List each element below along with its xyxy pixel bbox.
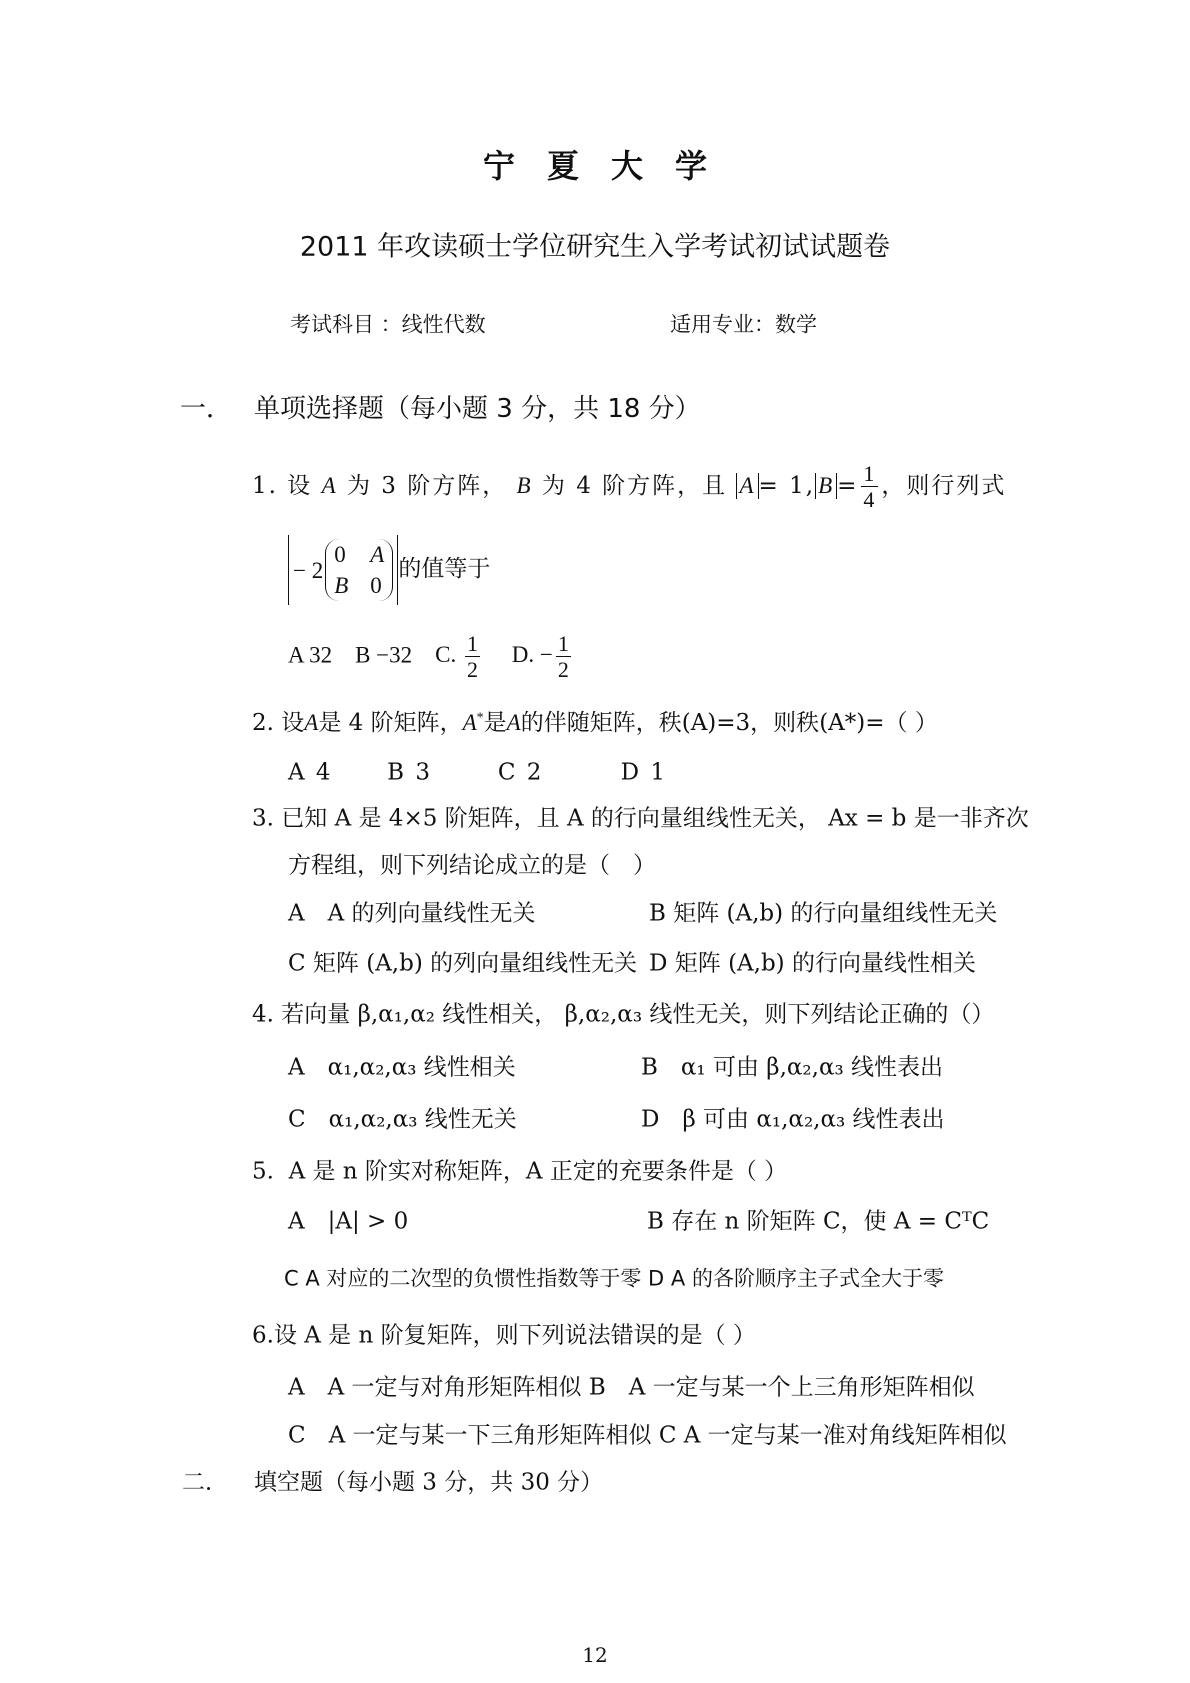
section2-number: 二．: [182, 1469, 228, 1496]
section2-title: 填空题（每小题 3 分，共 30 分）: [254, 1469, 604, 1496]
major-label: 适用专业：数学: [670, 312, 817, 337]
q1-determinant: − 2 0 A B 0 的值等于: [288, 535, 490, 605]
q1-option-b[interactable]: B −32: [355, 642, 413, 668]
q1-option-a[interactable]: A 32: [288, 642, 333, 668]
fraction-one-quarter: $\frac{1}{4}$: [863, 461, 877, 512]
q5-stem: 5. A 是 n 阶实对称矩阵，A 正定的充要条件是（ ）: [252, 1158, 788, 1185]
q1-option-c[interactable]: C. $\frac{1}{2}$: [435, 631, 478, 682]
q6-options-a-b[interactable]: A A 一定与对角形矩阵相似 B A 一定与某一个上三角形矩阵相似: [288, 1374, 975, 1401]
q5-option-a[interactable]: A |A| > 0: [288, 1208, 409, 1235]
q5-options-c-d[interactable]: C A 对应的二次型的负惯性指数等于零 D A 的各阶顺序主子式全大于零: [284, 1266, 944, 1291]
q3-stem-line2: 方程组，则下列结论成立的是（ ）: [288, 852, 656, 879]
q2-options: [288, 759, 665, 786]
q3-option-a[interactable]: A A 的列向量线性无关: [288, 900, 536, 927]
q2-option-a[interactable]: A 4: [288, 759, 331, 786]
q3-stem-line1: 3. 已知 A 是 4×5 阶矩阵，且 A 的行向量组线性无关， Ax = b 是一非齐次: [252, 805, 1029, 832]
q2-option-b[interactable]: B 3: [387, 759, 430, 786]
q3-option-c[interactable]: C 矩阵 (A,b) 的列向量组线性无关: [288, 950, 638, 977]
university-name: 宁 夏 大 学: [482, 147, 707, 185]
q2-stem: 2. 设A是 4 阶矩阵，A*是A的伴随矩阵，秩(A)=3，则秩(A*)=（ ）: [252, 710, 938, 736]
q6-options-c-d[interactable]: C A 一定与某一下三角形矩阵相似 C A 一定与某一准对角线矩阵相似: [288, 1422, 1007, 1449]
section1-number: 一．: [180, 394, 233, 424]
q1-options: [288, 633, 574, 681]
q4-option-b[interactable]: B α₁ 可由 β,α₂,α₃ 线性表出: [641, 1054, 944, 1081]
q4-option-c[interactable]: C α₁,α₂,α₃ 线性无关: [288, 1106, 517, 1133]
subject-label: 考试科目 ：线性代数: [290, 312, 486, 337]
q2-option-d[interactable]: D 1: [620, 759, 665, 786]
q5-option-b[interactable]: B 存在 n 阶矩阵 C，使 A = CᵀC: [647, 1208, 990, 1235]
q4-option-a[interactable]: A α₁,α₂,α₃ 线性相关: [288, 1054, 516, 1081]
q3-option-b[interactable]: B 矩阵 (A,b) 的行向量组线性无关: [649, 900, 998, 927]
q1-option-d[interactable]: D. − $\frac{1}{2}$: [511, 631, 569, 682]
page-number: 12: [582, 1643, 608, 1667]
q2-option-c[interactable]: C 2: [497, 759, 542, 786]
q6-stem: 6.设 A 是 n 阶复矩阵，则下列说法错误的是（ ）: [252, 1322, 756, 1349]
exam-title: 2011 年攻读硕士学位研究生入学考试初试试题卷: [299, 231, 891, 263]
section1-title: 单项选择题（每小题 3 分，共 18 分）: [254, 394, 701, 424]
q4-stem: 4. 若向量 β,α₁,α₂ 线性相关， β,α₂,α₃ 线性无关，则下列结论正确的（）: [252, 1001, 995, 1028]
q4-option-d[interactable]: D β 可由 α₁,α₂,α₃ 线性表出: [641, 1106, 945, 1133]
q1-stem: 1. 设 A 为 3 阶方阵， B 为 4 阶方阵，且 A = 1, B = $\frac{1}{4}$ ，则行列式: [252, 461, 1007, 512]
q3-option-d[interactable]: D 矩阵 (A,b) 的行向量线性相关: [649, 950, 976, 977]
